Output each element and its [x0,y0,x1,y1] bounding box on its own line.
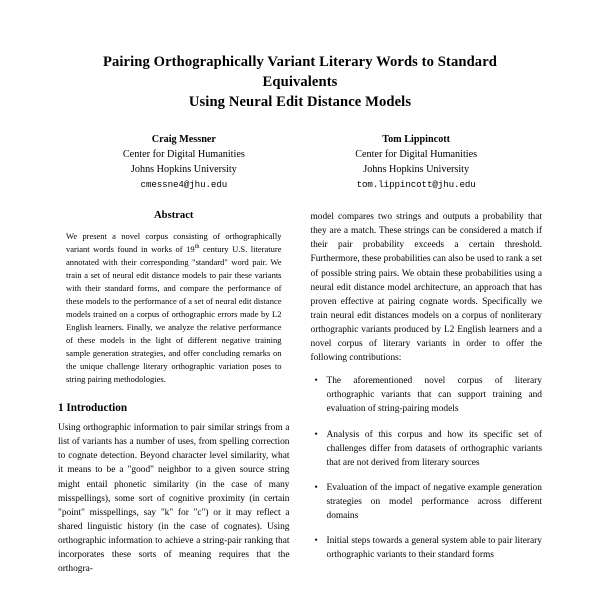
title-line-2: Using Neural Edit Distance Models [188,94,412,111]
abstract-text-part-2: century U.S. literature annotated with their corresponding "standard" word pair. We train a set of neural edit distance models to pair these variants with their standard forms, and compare the performance of these models to the performance of a set of neural edit distance models trained on a corpus of orthographic errors made by L2 English learners. Finally, we analyze the relative performance of these models in the light of different negative training sample generation strategies, and offer concluding remarks on the unique challenge literary orthographic variation poses to string pairing methodologies. [66,244,282,385]
abstract-section [58,210,290,386]
author-1-email[interactable]: cmessne4@jhu.edu [140,178,228,190]
section-heading-introduction: 1 Introduction [58,402,128,415]
author-block [58,133,542,191]
list-item: • The aforementioned novel corpus of literary orthographic variants that can support training and evaluation of string-pairing models [327,374,543,416]
author-1-affiliation-line-2: Johns Hopkins University [130,163,237,175]
list-item: • Analysis of this corpus and how its specific set of challenges differ from datasets of orthographic variants that are not derived from literary sources [327,428,543,470]
author-1-name: Craig Messner [151,134,216,146]
page-title [64,52,536,112]
abstract-heading: Abstract [154,210,194,222]
introduction-paragraph-1: Using orthographic information to pair similar strings from a list of variants has a number of uses, from spelling correction to cognate detection. Beyond character level similarity, what it means to be a "good" neighbor to a given source string might entail phonetic similarity (in the case of many misspellings), some sort of cognitive proximity (in certain "point" misspellings, say "k" for "c") or it may reflect a shared linguistic history (in the case of cognates). Using orthographic information to achieve a string-pair ranking that incorporates these sorts of meaning requires that the orthogra- [58,423,290,575]
author-2-name: Tom Lippincott [382,134,451,146]
left-column [58,210,290,576]
author-1-affiliation-line-1: Center for Digital Humanities [122,149,245,161]
two-column-body [58,210,542,576]
abstract-text-part-1: We present a novel corpus consisting of orthographically variant words found in works of 19 [66,231,282,255]
author-2-affiliation-line-1: Center for Digital Humanities [355,149,478,161]
author-2 [300,133,532,191]
contributions-list [311,374,543,562]
abstract-superscript: th [194,244,200,251]
author-2-affiliation-line-2: Johns Hopkins University [363,163,470,175]
list-item: • Evaluation of the impact of negative example generation strategies on model performance across different domains [327,481,543,523]
right-column-paragraph: model compares two strings and outputs a probability that they are a match. These strings can be considered a match if their pair probability exceeds a certain threshold. Furthermore, these probabilities can also be used to rank a set of possible string pairs. We obtain these probabilities using a neural edit distance model architecture, an approach that has proven effective at pairing cognate words. Specifically we train neural edit distances models on a corpus of nonliterary orthographic variants produced by L2 English learners and a novel corpus of literary variants in order to offer the following contributions: [310,212,542,364]
author-1 [68,133,300,191]
abstract-text [58,230,290,386]
list-item: • Initial steps towards a general system able to pair literary orthographic variants to their standard forms [327,534,543,562]
right-column [311,210,543,576]
author-2-email[interactable]: tom.lippincott@jhu.edu [356,178,476,190]
title-line-1: Pairing Orthographically Variant Literary Words to Standard Equivalents [102,54,497,91]
